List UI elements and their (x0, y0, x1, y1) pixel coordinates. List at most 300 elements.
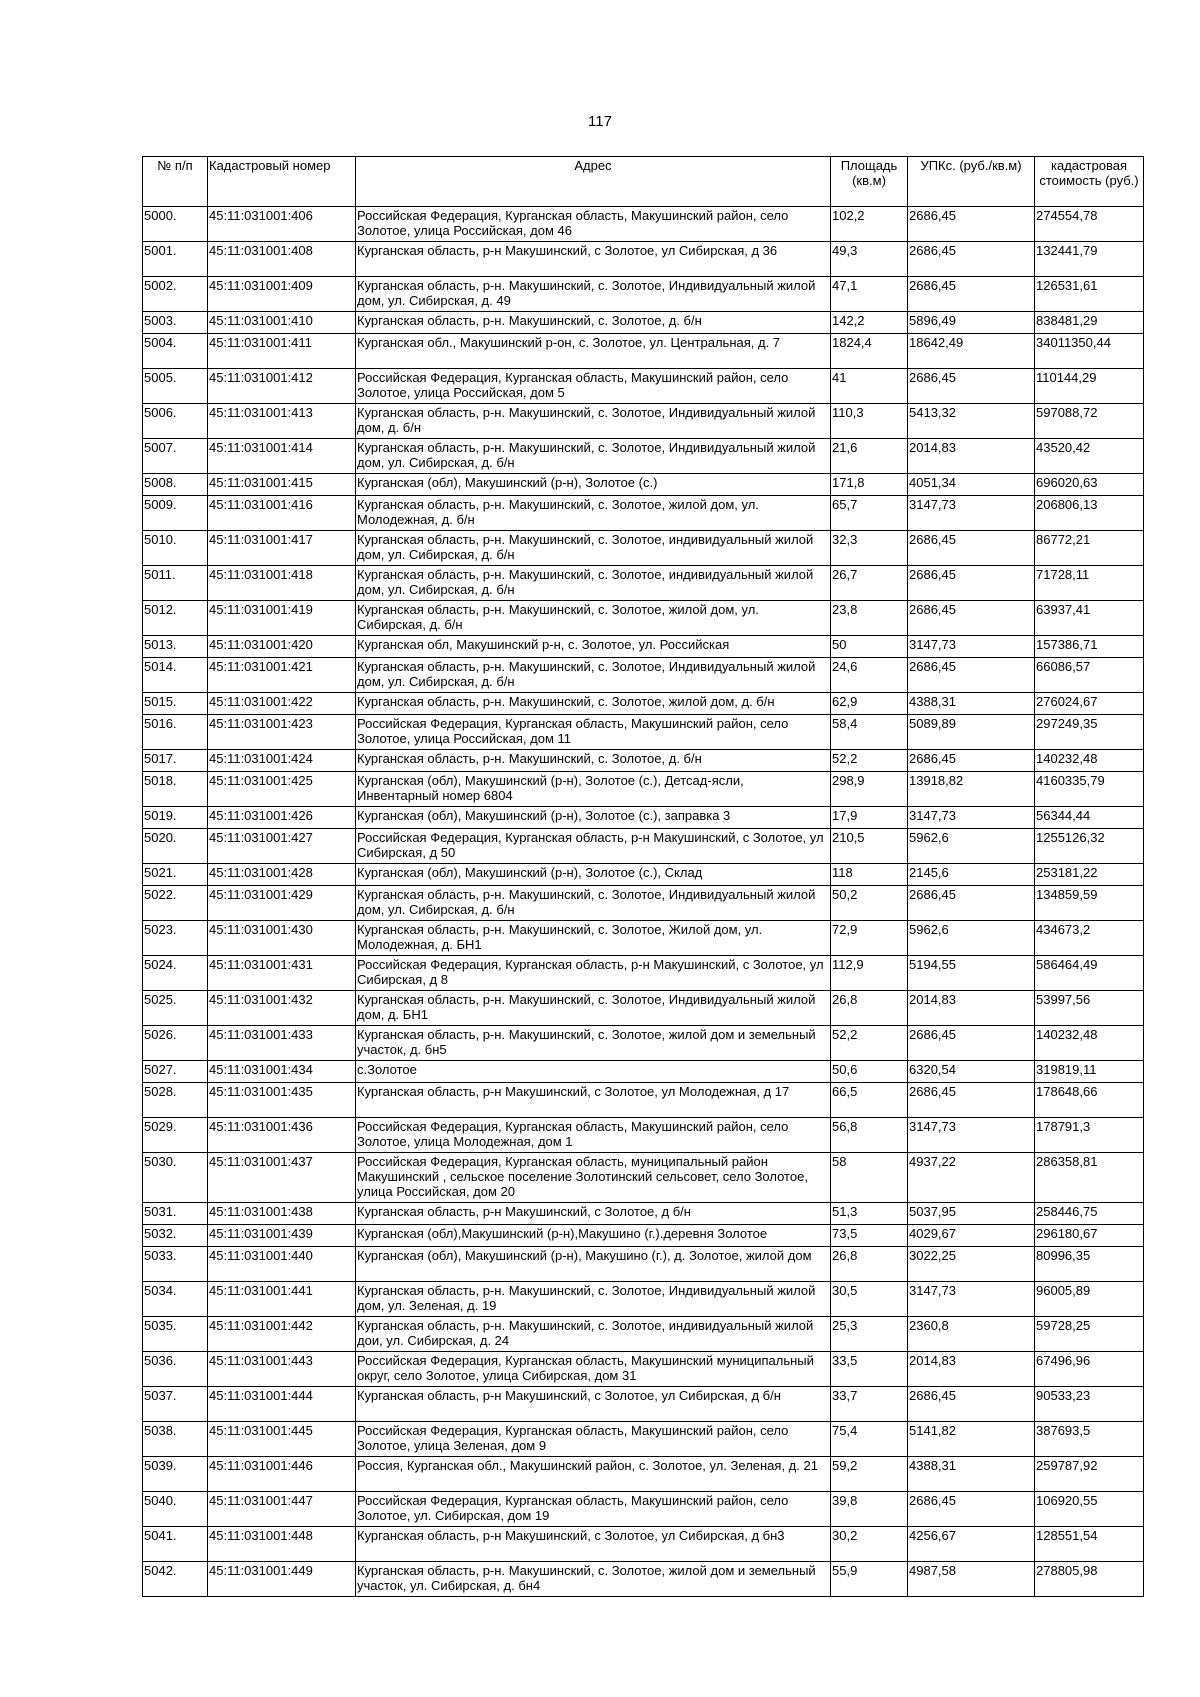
address: Курганская область, р-н. Макушинский, с. Золотое, Индивидуальный жилой дом, д. БН1 (356, 991, 831, 1026)
row-number: 5024. (143, 956, 208, 991)
table-row (143, 1422, 1144, 1457)
address: Курганская область, р-н. Макушинский, с. Золотое, жилой дом, ул. Молодежная, д. б/н (356, 496, 831, 531)
specific-value: 4937,22 (908, 1153, 1035, 1203)
cadastral-value: 286358,81 (1035, 1153, 1144, 1203)
address: Курганская обл., Макушинский р-он, с. Золотое, ул. Центральная, д. 7 (356, 334, 831, 369)
specific-value: 3147,73 (908, 1282, 1035, 1317)
row-number: 5041. (143, 1527, 208, 1562)
cadastral-number: 45:11:031001:409 (208, 277, 356, 312)
address: Курганская область, р-н. Макушинский, с. Золотое, Жилой дом, ул. Молодежная, д. БН1 (356, 921, 831, 956)
area: 21,6 (831, 439, 908, 474)
cadastral-number: 45:11:031001:426 (208, 807, 356, 829)
cadastral-value: 586464,49 (1035, 956, 1144, 991)
cadastral-value: 140232,48 (1035, 1026, 1144, 1061)
cadastral-value: 110144,29 (1035, 369, 1144, 404)
cadastral-number: 45:11:031001:430 (208, 921, 356, 956)
table-row (143, 886, 1144, 921)
cadastral-value: 90533,23 (1035, 1387, 1144, 1422)
cadastral-number: 45:11:031001:413 (208, 404, 356, 439)
row-number: 5022. (143, 886, 208, 921)
specific-value: 5089,89 (908, 715, 1035, 750)
specific-value: 3147,73 (908, 1118, 1035, 1153)
specific-value: 6320,54 (908, 1061, 1035, 1083)
cadastral-number: 45:11:031001:437 (208, 1153, 356, 1203)
cadastral-number: 45:11:031001:419 (208, 601, 356, 636)
header-area: Площадь (кв.м) (831, 157, 908, 207)
specific-value: 2014,83 (908, 1352, 1035, 1387)
row-number: 5012. (143, 601, 208, 636)
row-number: 5004. (143, 334, 208, 369)
specific-value: 5962,6 (908, 921, 1035, 956)
cadastral-value: 259787,92 (1035, 1457, 1144, 1492)
cadastral-value: 178791,3 (1035, 1118, 1144, 1153)
row-number: 5011. (143, 566, 208, 601)
address: Курганская область, р-н Макушинский, с Золотое, ул Сибирская, д 36 (356, 242, 831, 277)
row-number: 5027. (143, 1061, 208, 1083)
cadastral-number: 45:11:031001:423 (208, 715, 356, 750)
table-row (143, 1153, 1144, 1203)
table-row (143, 1203, 1144, 1225)
address: Российская Федерация, Курганская область, Макушинский район, село Золотое, улица Российская, дом 5 (356, 369, 831, 404)
cadastral-number: 45:11:031001:441 (208, 1282, 356, 1317)
table-row (143, 439, 1144, 474)
row-number: 5005. (143, 369, 208, 404)
area: 73,5 (831, 1225, 908, 1247)
area: 75,4 (831, 1422, 908, 1457)
specific-value: 3147,73 (908, 636, 1035, 658)
table-row (143, 242, 1144, 277)
header-specific-value: УПКс. (руб./кв.м) (908, 157, 1035, 207)
address: Российская Федерация, Курганская область, р-н Макушинский, с Золотое, ул Сибирская, д 50 (356, 829, 831, 864)
row-number: 5014. (143, 658, 208, 693)
row-number: 5038. (143, 1422, 208, 1457)
table-row (143, 1492, 1144, 1527)
cadastral-value: 34011350,44 (1035, 334, 1144, 369)
area: 30,5 (831, 1282, 908, 1317)
area: 50,6 (831, 1061, 908, 1083)
table-row (143, 1387, 1144, 1422)
cadastral-number: 45:11:031001:444 (208, 1387, 356, 1422)
row-number: 5006. (143, 404, 208, 439)
table-row (143, 921, 1144, 956)
area: 66,5 (831, 1083, 908, 1118)
cadastral-value: 387693,5 (1035, 1422, 1144, 1457)
cadastral-number: 45:11:031001:448 (208, 1527, 356, 1562)
specific-value: 2686,45 (908, 886, 1035, 921)
cadastral-number: 45:11:031001:406 (208, 207, 356, 242)
address: Курганская область, р-н. Макушинский, с. Золотое, индивидуальный жилой дом, ул. Сибирская, д. б/н (356, 531, 831, 566)
cadastral-value: 71728,11 (1035, 566, 1144, 601)
cadastral-number: 45:11:031001:428 (208, 864, 356, 886)
specific-value: 5413,32 (908, 404, 1035, 439)
area: 110,3 (831, 404, 908, 439)
address: Курганская область, р-н. Макушинский, с. Золотое, жилой дом и земельный участок, ул. Сибирская, д. бн4 (356, 1562, 831, 1597)
address: Курганская обл, Макушинский р-н, с. Золотое, ул. Российская (356, 636, 831, 658)
area: 118 (831, 864, 908, 886)
row-number: 5003. (143, 312, 208, 334)
page-number: 117 (588, 113, 612, 130)
address: Курганская область, р-н. Макушинский, с. Золотое, Индивидуальный жилой дом, ул. Зеленая, д. 19 (356, 1282, 831, 1317)
cadastral-value: 56344,44 (1035, 807, 1144, 829)
specific-value: 2686,45 (908, 601, 1035, 636)
area: 32,3 (831, 531, 908, 566)
cadastral-number: 45:11:031001:414 (208, 439, 356, 474)
cadastral-value: 134859,59 (1035, 886, 1144, 921)
table-row (143, 1282, 1144, 1317)
cadastral-number: 45:11:031001:442 (208, 1317, 356, 1352)
cadastral-number: 45:11:031001:410 (208, 312, 356, 334)
cadastral-number: 45:11:031001:439 (208, 1225, 356, 1247)
row-number: 5028. (143, 1083, 208, 1118)
specific-value: 4388,31 (908, 693, 1035, 715)
address: Российская Федерация, Курганская область, Макушинский район, село Золотое, улица Зеленая, дом 9 (356, 1422, 831, 1457)
table-row (143, 1247, 1144, 1282)
table-row (143, 864, 1144, 886)
row-number: 5000. (143, 207, 208, 242)
cadastral-value: 4160335,79 (1035, 772, 1144, 807)
row-number: 5007. (143, 439, 208, 474)
row-number: 5031. (143, 1203, 208, 1225)
area: 39,8 (831, 1492, 908, 1527)
cadastral-value: 838481,29 (1035, 312, 1144, 334)
address: Курганская область, р-н. Макушинский, с. Золотое, жилой дом, д. б/н (356, 693, 831, 715)
specific-value: 2686,45 (908, 277, 1035, 312)
address: Курганская область, р-н. Макушинский, с. Золотое, Индивидуальный жилой дом, д. б/н (356, 404, 831, 439)
area: 41 (831, 369, 908, 404)
row-number: 5042. (143, 1562, 208, 1597)
area: 102,2 (831, 207, 908, 242)
specific-value: 2686,45 (908, 531, 1035, 566)
table-row (143, 207, 1144, 242)
row-number: 5008. (143, 474, 208, 496)
cadastral-value: 132441,79 (1035, 242, 1144, 277)
cadastral-value: 1255126,32 (1035, 829, 1144, 864)
area: 210,5 (831, 829, 908, 864)
row-number: 5026. (143, 1026, 208, 1061)
row-number: 5034. (143, 1282, 208, 1317)
row-number: 5013. (143, 636, 208, 658)
row-number: 5035. (143, 1317, 208, 1352)
cadastral-value: 276024,67 (1035, 693, 1144, 715)
cadastral-value: 253181,22 (1035, 864, 1144, 886)
specific-value: 4987,58 (908, 1562, 1035, 1597)
table-row (143, 566, 1144, 601)
cadastral-number: 45:11:031001:432 (208, 991, 356, 1026)
address: Российская Федерация, Курганская область, Макушинский район, село Золотое, улица Российская, дом 46 (356, 207, 831, 242)
address: Курганская область, р-н Макушинский, с Золотое, д б/н (356, 1203, 831, 1225)
area: 298,9 (831, 772, 908, 807)
row-number: 5025. (143, 991, 208, 1026)
area: 171,8 (831, 474, 908, 496)
area: 142,2 (831, 312, 908, 334)
cadastral-value: 66086,57 (1035, 658, 1144, 693)
area: 56,8 (831, 1118, 908, 1153)
cadastral-value: 106920,55 (1035, 1492, 1144, 1527)
area: 50 (831, 636, 908, 658)
address: Курганская (обл), Макушинский (р-н), Золотое (с.), Склад (356, 864, 831, 886)
cadastral-value: 258446,75 (1035, 1203, 1144, 1225)
cadastral-number: 45:11:031001:415 (208, 474, 356, 496)
row-number: 5021. (143, 864, 208, 886)
specific-value: 2686,45 (908, 1083, 1035, 1118)
row-number: 5016. (143, 715, 208, 750)
area: 24,6 (831, 658, 908, 693)
area: 58 (831, 1153, 908, 1203)
address: Курганская область, р-н. Макушинский, с. Золотое, индивидуальный жилой дои, ул. Сибирская, д. 24 (356, 1317, 831, 1352)
address: Российская Федерация, Курганская область, Макушинский район, село Золотое, ул. Сибирская, дом 19 (356, 1492, 831, 1527)
row-number: 5017. (143, 750, 208, 772)
specific-value: 3147,73 (908, 807, 1035, 829)
cadastral-value: 434673,2 (1035, 921, 1144, 956)
table-row (143, 991, 1144, 1026)
table-row (143, 1225, 1144, 1247)
specific-value: 18642,49 (908, 334, 1035, 369)
cadastral-number: 45:11:031001:425 (208, 772, 356, 807)
specific-value: 5194,55 (908, 956, 1035, 991)
cadastral-number: 45:11:031001:446 (208, 1457, 356, 1492)
specific-value: 2686,45 (908, 750, 1035, 772)
cadastral-value: 296180,67 (1035, 1225, 1144, 1247)
specific-value: 2686,45 (908, 566, 1035, 601)
table-row (143, 496, 1144, 531)
table-row (143, 829, 1144, 864)
cadastral-value: 80996,35 (1035, 1247, 1144, 1282)
row-number: 5029. (143, 1118, 208, 1153)
cadastral-value: 53997,56 (1035, 991, 1144, 1026)
address: с.Золотое (356, 1061, 831, 1083)
table-row (143, 1352, 1144, 1387)
cadastral-number: 45:11:031001:443 (208, 1352, 356, 1387)
header-cadastral-number: Кадастровый номер (208, 157, 356, 207)
area: 112,9 (831, 956, 908, 991)
row-number: 5010. (143, 531, 208, 566)
address: Курганская область, р-н. Макушинский, с. Золотое, Индивидуальный жилой дом, ул. Сибирская, д. б/н (356, 886, 831, 921)
cadastral-number: 45:11:031001:438 (208, 1203, 356, 1225)
table-header-row (143, 157, 1144, 207)
cadastral-number: 45:11:031001:418 (208, 566, 356, 601)
row-number: 5030. (143, 1153, 208, 1203)
specific-value: 3022,25 (908, 1247, 1035, 1282)
area: 55,9 (831, 1562, 908, 1597)
cadastral-number: 45:11:031001:420 (208, 636, 356, 658)
table-row (143, 1317, 1144, 1352)
cadastral-number: 45:11:031001:421 (208, 658, 356, 693)
specific-value: 2145,6 (908, 864, 1035, 886)
table-row (143, 312, 1144, 334)
cadastral-value: 63937,41 (1035, 601, 1144, 636)
area: 26,7 (831, 566, 908, 601)
table-body (143, 207, 1144, 1597)
table-row (143, 956, 1144, 991)
area: 72,9 (831, 921, 908, 956)
header-number: № п/п (143, 157, 208, 207)
cadastral-value: 59728,25 (1035, 1317, 1144, 1352)
area: 49,3 (831, 242, 908, 277)
cadastral-value: 178648,66 (1035, 1083, 1144, 1118)
area: 26,8 (831, 991, 908, 1026)
table-row (143, 1457, 1144, 1492)
header-cadastral-value: кадастровая стоимость (руб.) (1035, 157, 1144, 207)
row-number: 5036. (143, 1352, 208, 1387)
cadastral-number: 45:11:031001:429 (208, 886, 356, 921)
specific-value: 2686,45 (908, 242, 1035, 277)
address: Российская Федерация, Курганская область, Макушинский муниципальный округ, село Золотое, улица Сибирская, дом 31 (356, 1352, 831, 1387)
row-number: 5002. (143, 277, 208, 312)
cadastral-value: 128551,54 (1035, 1527, 1144, 1562)
address: Курганская область, р-н. Макушинский, с. Золотое, Индивидуальный жилой дом, ул. Сибирская, д. б/н (356, 439, 831, 474)
row-number: 5018. (143, 772, 208, 807)
cadastral-value: 43520,42 (1035, 439, 1144, 474)
cadastral-number: 45:11:031001:427 (208, 829, 356, 864)
area: 23,8 (831, 601, 908, 636)
specific-value: 2686,45 (908, 1026, 1035, 1061)
area: 33,7 (831, 1387, 908, 1422)
cadastral-value: 86772,21 (1035, 531, 1144, 566)
table-row (143, 601, 1144, 636)
area: 65,7 (831, 496, 908, 531)
area: 58,4 (831, 715, 908, 750)
area: 52,2 (831, 750, 908, 772)
specific-value: 13918,82 (908, 772, 1035, 807)
row-number: 5001. (143, 242, 208, 277)
table-row (143, 1562, 1144, 1597)
cadastral-number: 45:11:031001:433 (208, 1026, 356, 1061)
specific-value: 4051,34 (908, 474, 1035, 496)
table-row (143, 1061, 1144, 1083)
address: Курганская область, р-н. Макушинский, с. Золотое, жилой дом, ул. Сибирская, д. б/н (356, 601, 831, 636)
specific-value: 2686,45 (908, 369, 1035, 404)
row-number: 5032. (143, 1225, 208, 1247)
address: Курганская (обл),Макушинский (р-н),Макушино (г.).деревня Золотое (356, 1225, 831, 1247)
specific-value: 5141,82 (908, 1422, 1035, 1457)
cadastral-number: 45:11:031001:445 (208, 1422, 356, 1457)
specific-value: 2014,83 (908, 991, 1035, 1026)
cadastral-value: 297249,35 (1035, 715, 1144, 750)
cadastral-number: 45:11:031001:416 (208, 496, 356, 531)
address: Курганская область, р-н. Макушинский, с. Золотое, жилой дом и земельный участок, д. бн5 (356, 1026, 831, 1061)
cadastral-number: 45:11:031001:436 (208, 1118, 356, 1153)
specific-value: 2686,45 (908, 658, 1035, 693)
area: 51,3 (831, 1203, 908, 1225)
cadastral-table (142, 156, 1144, 1597)
area: 30,2 (831, 1527, 908, 1562)
specific-value: 5896,49 (908, 312, 1035, 334)
specific-value: 5037,95 (908, 1203, 1035, 1225)
address: Курганская область, р-н. Макушинский, с. Золотое, д. б/н (356, 312, 831, 334)
specific-value: 4388,31 (908, 1457, 1035, 1492)
table-row (143, 750, 1144, 772)
specific-value: 2686,45 (908, 1492, 1035, 1527)
table-row (143, 1083, 1144, 1118)
table-row (143, 772, 1144, 807)
address: Курганская область, р-н. Макушинский, с. Золотое, Индивидуальный жилой дом, ул. Сибирская, д. 49 (356, 277, 831, 312)
cadastral-value: 274554,78 (1035, 207, 1144, 242)
cadastral-value: 597088,72 (1035, 404, 1144, 439)
cadastral-number: 45:11:031001:449 (208, 1562, 356, 1597)
table-row (143, 1118, 1144, 1153)
table-row (143, 715, 1144, 750)
cadastral-number: 45:11:031001:431 (208, 956, 356, 991)
specific-value: 3147,73 (908, 496, 1035, 531)
address: Курганская область, р-н Макушинский, с Золотое, ул Молодежная, д 17 (356, 1083, 831, 1118)
table-row (143, 369, 1144, 404)
table-row (143, 474, 1144, 496)
cadastral-value: 126531,61 (1035, 277, 1144, 312)
cadastral-value: 206806,13 (1035, 496, 1144, 531)
table-row (143, 693, 1144, 715)
area: 47,1 (831, 277, 908, 312)
cadastral-number: 45:11:031001:434 (208, 1061, 356, 1083)
address: Курганская (обл), Макушинский (р-н), Макушино (г.), д. Золотое, жилой дом (356, 1247, 831, 1282)
row-number: 5009. (143, 496, 208, 531)
row-number: 5039. (143, 1457, 208, 1492)
address: Курганская (обл), Макушинский (р-н), Золотое (с.), Детсад-ясли, Инвентарный номер 6804 (356, 772, 831, 807)
cadastral-number: 45:11:031001:440 (208, 1247, 356, 1282)
area: 62,9 (831, 693, 908, 715)
table-row (143, 1026, 1144, 1061)
row-number: 5015. (143, 693, 208, 715)
table-row (143, 636, 1144, 658)
address: Курганская область, р-н Макушинский, с Золотое, ул Сибирская, д б/н (356, 1387, 831, 1422)
specific-value: 2686,45 (908, 1387, 1035, 1422)
address: Курганская (обл), Макушинский (р-н), Золотое (с.), заправка 3 (356, 807, 831, 829)
specific-value: 2686,45 (908, 207, 1035, 242)
table-row (143, 807, 1144, 829)
table-row (143, 334, 1144, 369)
row-number: 5033. (143, 1247, 208, 1282)
specific-value: 4256,67 (908, 1527, 1035, 1562)
cadastral-number: 45:11:031001:422 (208, 693, 356, 715)
table-row (143, 658, 1144, 693)
table-row (143, 404, 1144, 439)
specific-value: 4029,67 (908, 1225, 1035, 1247)
cadastral-number: 45:11:031001:417 (208, 531, 356, 566)
cadastral-value: 696020,63 (1035, 474, 1144, 496)
area: 1824,4 (831, 334, 908, 369)
row-number: 5023. (143, 921, 208, 956)
area: 59,2 (831, 1457, 908, 1492)
address: Курганская область, р-н. Макушинский, с. Золотое, индивидуальный жилой дом, ул. Сибирская, д. б/н (356, 566, 831, 601)
address: Курганская (обл), Макушинский (р-н), Золотое (с.) (356, 474, 831, 496)
area: 25,3 (831, 1317, 908, 1352)
row-number: 5020. (143, 829, 208, 864)
cadastral-value: 157386,71 (1035, 636, 1144, 658)
cadastral-number: 45:11:031001:411 (208, 334, 356, 369)
address: Российская Федерация, Курганская область, Макушинский район, село Золотое, улица Молодежная, дом 1 (356, 1118, 831, 1153)
specific-value: 2360,8 (908, 1317, 1035, 1352)
cadastral-value: 67496,96 (1035, 1352, 1144, 1387)
cadastral-number: 45:11:031001:408 (208, 242, 356, 277)
area: 17,9 (831, 807, 908, 829)
row-number: 5037. (143, 1387, 208, 1422)
table-row (143, 531, 1144, 566)
specific-value: 2014,83 (908, 439, 1035, 474)
cadastral-number: 45:11:031001:412 (208, 369, 356, 404)
header-address: Адрес (356, 157, 831, 207)
address: Курганская область, р-н Макушинский, с Золотое, ул Сибирская, д бн3 (356, 1527, 831, 1562)
area: 52,2 (831, 1026, 908, 1061)
specific-value: 5962,6 (908, 829, 1035, 864)
area: 26,8 (831, 1247, 908, 1282)
table-row (143, 277, 1144, 312)
cadastral-number: 45:11:031001:447 (208, 1492, 356, 1527)
row-number: 5019. (143, 807, 208, 829)
address: Россия, Курганская обл., Макушинский район, с. Золотое, ул. Зеленая, д. 21 (356, 1457, 831, 1492)
area: 33,5 (831, 1352, 908, 1387)
cadastral-value: 140232,48 (1035, 750, 1144, 772)
address: Курганская область, р-н. Макушинский, с. Золотое, д. б/н (356, 750, 831, 772)
table-row (143, 1527, 1144, 1562)
